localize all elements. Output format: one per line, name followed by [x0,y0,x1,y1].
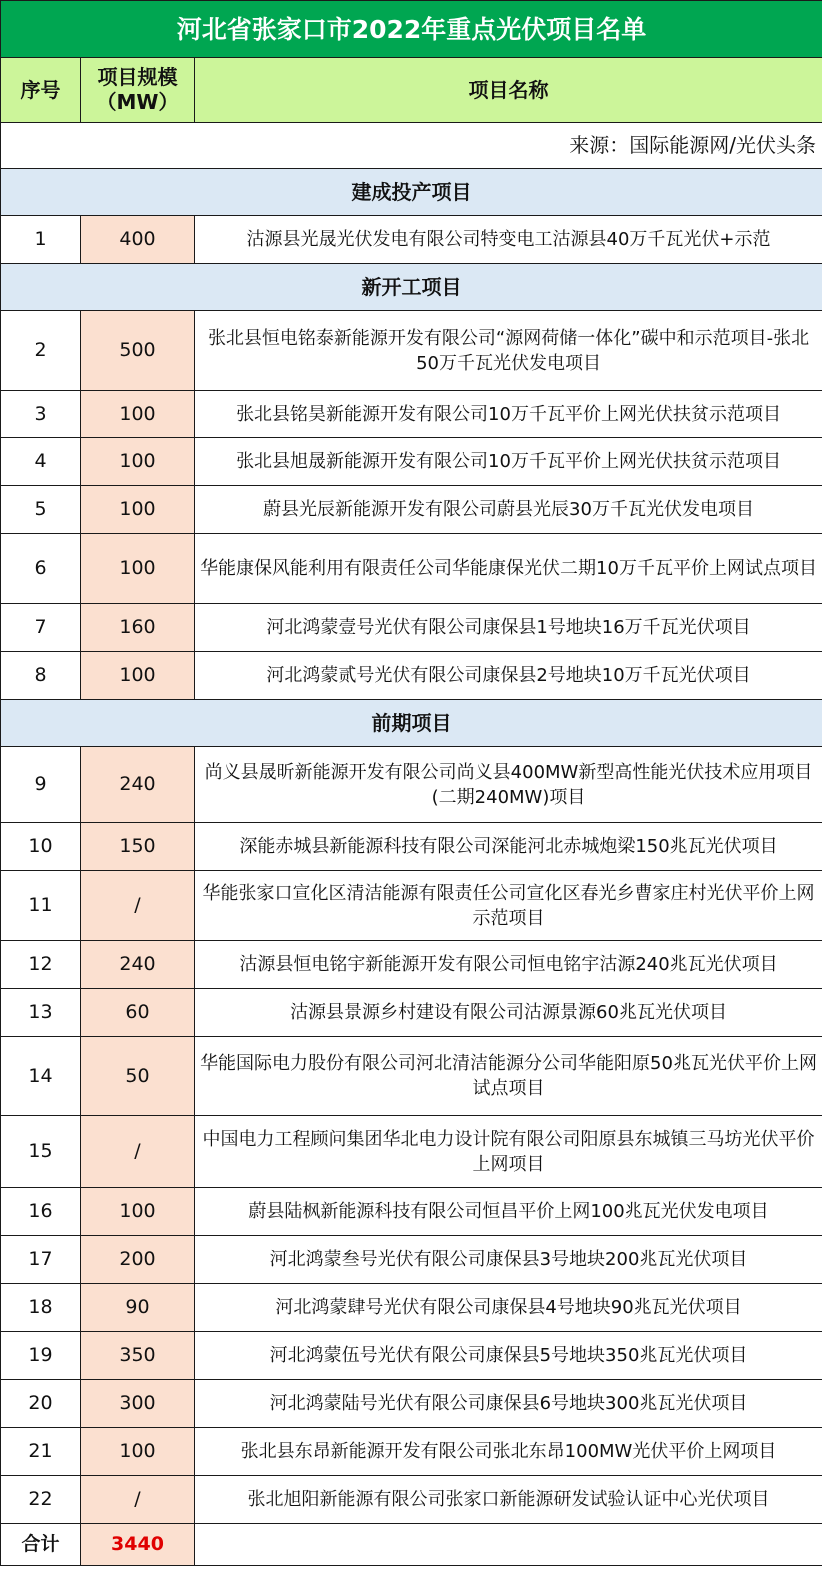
header-row [1,58,822,123]
table-row [1,652,822,700]
row-mw: 100 [81,652,195,700]
row-mw: / [81,1476,195,1524]
table-row [1,1188,822,1236]
row-project-name: 河北鸿蒙叁号光伏有限公司康保县3号地块200兆瓦光伏项目 [195,1236,822,1284]
table-row [1,941,822,989]
row-mw: 400 [81,216,195,264]
header-mw-line1: 项目规模 [97,65,178,89]
table-row [1,311,822,391]
row-mw: 100 [81,391,195,438]
row-mw: 150 [81,823,195,871]
title-row [1,1,822,58]
row-number: 13 [1,989,81,1037]
table-row [1,1116,822,1188]
header-name: 项目名称 [195,58,822,123]
row-number: 8 [1,652,81,700]
table-row [1,1284,822,1332]
table-row [1,989,822,1037]
table-row [1,391,822,438]
row-mw: 160 [81,604,195,652]
row-project-name: 河北鸿蒙壹号光伏有限公司康保县1号地块16万千瓦光伏项目 [195,604,822,652]
row-mw: 100 [81,1188,195,1236]
table-title: 河北省张家口市2022年重点光伏项目名单 [1,1,822,58]
table-row [1,1236,822,1284]
total-value: 3440 [81,1524,195,1566]
row-mw: 60 [81,989,195,1037]
row-project-name: 华能康保风能利用有限责任公司华能康保光伏二期10万千瓦平价上网试点项目 [195,534,822,604]
source-note: 来源：国际能源网/光伏头条 [1,123,822,169]
row-project-name: 河北鸿蒙肆号光伏有限公司康保县4号地块90兆瓦光伏项目 [195,1284,822,1332]
table-row [1,486,822,534]
row-number: 11 [1,871,81,941]
row-project-name: 河北鸿蒙伍号光伏有限公司康保县5号地块350兆瓦光伏项目 [195,1332,822,1380]
row-project-name: 蔚县光辰新能源开发有限公司蔚县光辰30万千瓦光伏发电项目 [195,486,822,534]
row-number: 5 [1,486,81,534]
table-row [1,438,822,486]
section-new-start: 新开工项目 [1,264,822,311]
row-mw: 240 [81,747,195,823]
header-mw-line2: （MW） [96,90,179,114]
row-number: 6 [1,534,81,604]
row-mw: 100 [81,1428,195,1476]
table-row [1,216,822,264]
row-mw: 200 [81,1236,195,1284]
section-row-built [1,169,822,216]
row-mw: 100 [81,438,195,486]
table-row [1,1428,822,1476]
row-mw: 90 [81,1284,195,1332]
row-number: 4 [1,438,81,486]
table-row [1,604,822,652]
row-number: 3 [1,391,81,438]
table-row [1,871,822,941]
section-built: 建成投产项目 [1,169,822,216]
row-project-name: 沽源县恒电铭宇新能源开发有限公司恒电铭宇沽源240兆瓦光伏项目 [195,941,822,989]
row-mw: 100 [81,534,195,604]
row-project-name: 河北鸿蒙陆号光伏有限公司康保县6号地块300兆瓦光伏项目 [195,1380,822,1428]
section-early: 前期项目 [1,700,822,747]
row-mw: 50 [81,1037,195,1116]
source-row [1,123,822,169]
row-project-name: 深能赤城县新能源科技有限公司深能河北赤城炮梁150兆瓦光伏项目 [195,823,822,871]
header-mw [81,58,195,123]
row-project-name: 河北鸿蒙贰号光伏有限公司康保县2号地块10万千瓦光伏项目 [195,652,822,700]
table-row [1,1037,822,1116]
row-number: 12 [1,941,81,989]
row-project-name: 华能国际电力股份有限公司河北清洁能源分公司华能阳原50兆瓦光伏平价上网试点项目 [195,1037,822,1116]
row-number: 9 [1,747,81,823]
row-project-name: 张北县铭昊新能源开发有限公司10万千瓦平价上网光伏扶贫示范项目 [195,391,822,438]
section-row-early [1,700,822,747]
total-row [1,1524,822,1566]
row-number: 21 [1,1428,81,1476]
total-empty-cell [195,1524,822,1566]
row-mw: 500 [81,311,195,391]
row-number: 10 [1,823,81,871]
total-label: 合计 [1,1524,81,1566]
row-number: 17 [1,1236,81,1284]
row-number: 16 [1,1188,81,1236]
row-number: 2 [1,311,81,391]
row-project-name: 尚义县晟昕新能源开发有限公司尚义县400MW新型高性能光伏技术应用项目(二期240MW)项目 [195,747,822,823]
row-project-name: 张北县恒电铭泰新能源开发有限公司“源网荷储一体化”碳中和示范项目-张北50万千瓦光伏发电项目 [195,311,822,391]
row-mw: / [81,1116,195,1188]
table-row [1,534,822,604]
row-project-name: 沽源县光晟光伏发电有限公司特变电工沽源县40万千瓦光伏+示范 [195,216,822,264]
row-number: 15 [1,1116,81,1188]
row-number: 1 [1,216,81,264]
row-mw: 350 [81,1332,195,1380]
row-mw: 300 [81,1380,195,1428]
row-number: 7 [1,604,81,652]
row-number: 19 [1,1332,81,1380]
row-project-name: 张北县旭晟新能源开发有限公司10万千瓦平价上网光伏扶贫示范项目 [195,438,822,486]
row-project-name: 张北县东昂新能源开发有限公司张北东昂100MW光伏平价上网项目 [195,1428,822,1476]
row-project-name: 张北旭阳新能源有限公司张家口新能源研发试验认证中心光伏项目 [195,1476,822,1524]
row-project-name: 沽源县景源乡村建设有限公司沽源景源60兆瓦光伏项目 [195,989,822,1037]
row-project-name: 中国电力工程顾问集团华北电力设计院有限公司阳原县东城镇三马坊光伏平价上网项目 [195,1116,822,1188]
row-project-name: 华能张家口宣化区清洁能源有限责任公司宣化区春光乡曹家庄村光伏平价上网示范项目 [195,871,822,941]
table-row [1,1380,822,1428]
row-number: 20 [1,1380,81,1428]
header-seq: 序号 [1,58,81,123]
table-row [1,1476,822,1524]
row-number: 14 [1,1037,81,1116]
row-number: 18 [1,1284,81,1332]
table-row [1,1332,822,1380]
row-mw: 240 [81,941,195,989]
row-mw: 100 [81,486,195,534]
section-row-new-start [1,264,822,311]
row-project-name: 蔚县陆枫新能源科技有限公司恒昌平价上网100兆瓦光伏发电项目 [195,1188,822,1236]
row-number: 22 [1,1476,81,1524]
table-row [1,747,822,823]
table-row [1,823,822,871]
row-mw: / [81,871,195,941]
